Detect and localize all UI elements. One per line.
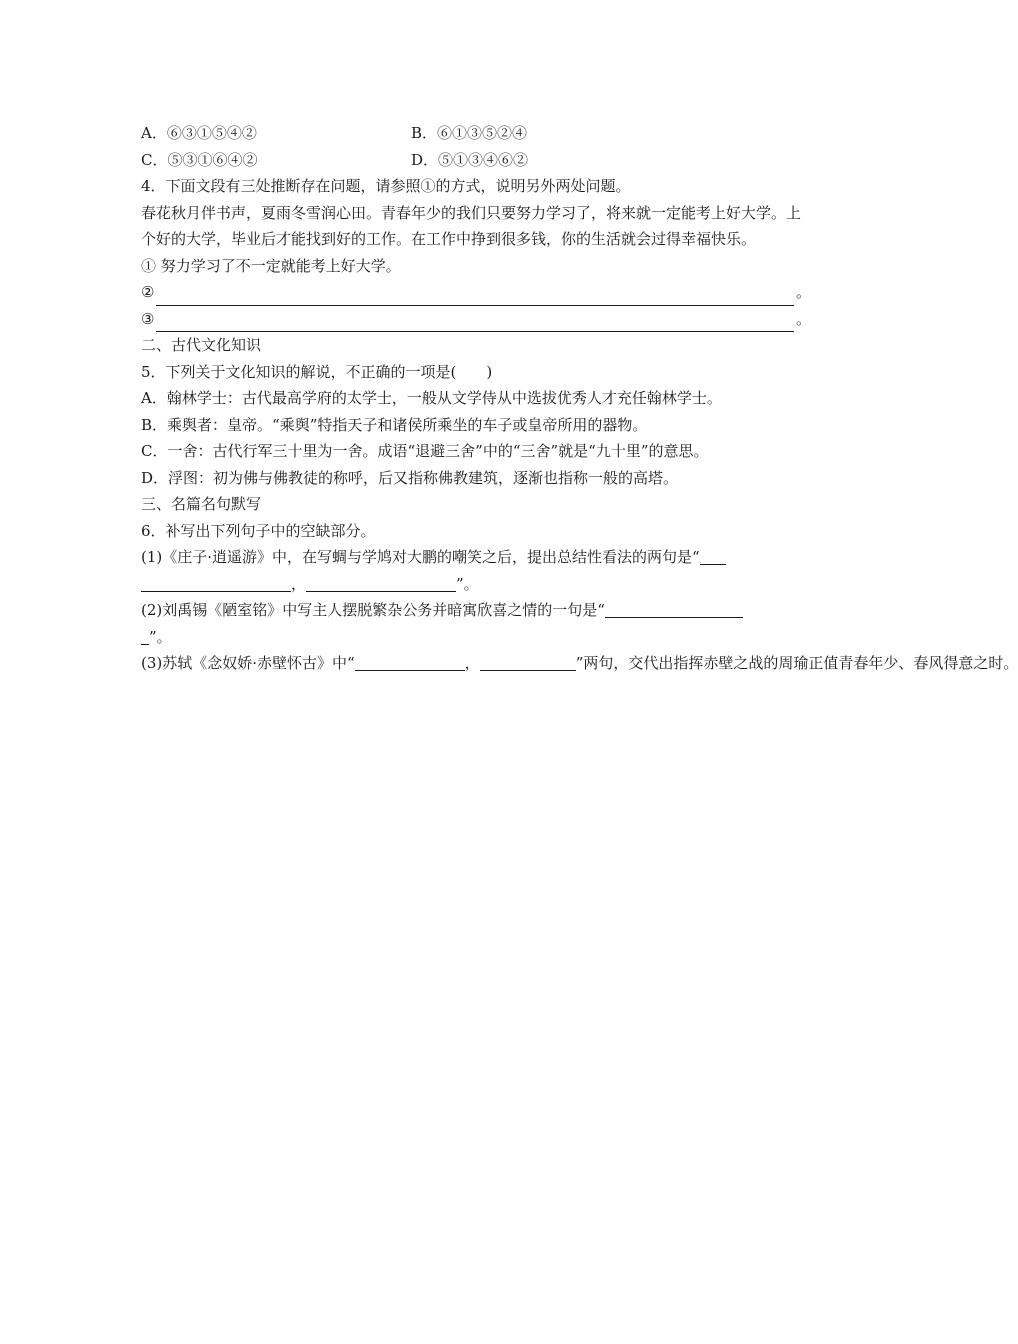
q4-answer-3-end: 。 [795,309,811,328]
q6-item-2-line-1 [141,597,811,624]
q6-item-3-separator: ， [464,654,480,672]
q3-option-a: A．⑥③①⑤④② [141,124,257,142]
q5-option-a: A．翰林学士：古代最高学府的太学士，一般从文学侍从中选拔优秀人才充任翰林学士。 [141,389,722,407]
q6-item-2-blank[interactable] [141,627,149,645]
q3-option-b: B．⑥①③⑤②④ [411,124,528,142]
q5-option-b: B．乘舆者：皇帝。“乘舆”特指天子和诸侯所乘坐的车子或皇帝所用的器物。 [141,415,648,434]
q4-answer-3 [141,306,811,333]
q6-item-1-line-2 [141,571,811,598]
q4-answer-3-blank[interactable] [156,314,794,332]
q5-option-c: C．一舍：古代行军三十里为一舍。成语“退避三舍”中的“三舍”就是“九十里”的意思。 [141,442,709,460]
q4-answer-2-blank[interactable] [156,288,794,306]
q4-example-answer: ① 努力学习了不一定就能考上好大学。 [141,256,401,275]
section-3-heading: 三、名篇名句默写 [141,495,262,513]
q6-item-2-blank-start[interactable] [605,600,743,618]
q6-item-3-line-1 [141,650,1018,677]
q6-item-1-blank-a-start[interactable] [700,547,726,565]
q4-passage: 春花秋月伴书声，夏雨冬雪润心田。青春年少的我们只要努力学习了，将来就一定能考上好大学。上个好的大学，毕业后才能找到好的工作。在工作中挣到很多钱，你的生活就会过得幸福快乐。 [141,203,802,248]
q4-answer-2 [141,279,811,306]
q6-item-3-prompt: (3)苏轼《念奴娇·赤壁怀古》中“ [141,654,355,672]
q4-stem: 4．下面文段有三处推断存在问题，请参照①的方式，说明另外两处问题。 [141,177,631,195]
q5-option-d: D．浮图：初为佛与佛教徒的称呼，后又指称佛教建筑，逐渐也指称一般的高塔。 [141,468,679,487]
q6-item-2-end: ”。 [149,627,172,646]
q6-item-1-separator: ， [291,574,307,593]
q6-item-2 [141,597,811,650]
q6-stem: 6．补写出下列句子中的空缺部分。 [141,521,376,540]
q4-answer-2-end: 。 [795,283,811,301]
page-content [141,120,1018,677]
q6-item-3 [141,650,1018,677]
q6-item-1-blank-a[interactable] [141,574,291,592]
q3-options-row-2 [141,147,811,174]
q4-mark-3: ③ [141,309,155,328]
q3-options-row-1 [141,120,811,147]
q6-item-1-line-1 [141,544,811,571]
q3-option-d: D．⑤①③④⑥② [411,150,529,169]
q6-item-2-line-2 [141,624,811,651]
q3-option-c: C．⑤③①⑥④② [141,150,258,169]
q6-item-2-prompt: (2)刘禹锡《陋室铭》中写主人摆脱繁杂公务并暗寓欣喜之情的一句是“ [141,601,605,619]
q4-mark-2: ② [141,283,155,301]
q6-item-1 [141,544,811,597]
q6-item-1-blank-b[interactable] [306,574,456,592]
q6-item-1-end: ”。 [456,574,479,593]
q5-stem: 5．下列关于文化知识的解说，不正确的一项是( ) [141,362,493,381]
q6-item-3-blank-a[interactable] [355,653,465,671]
q6-item-3-blank-b[interactable] [480,653,576,671]
section-2-heading: 二、古代文化知识 [141,336,262,354]
q6-item-1-prompt: (1)《庄子·逍遥游》中，在写蜩与学鸠对大鹏的嘲笑之后，提出总结性看法的两句是“ [141,548,700,566]
q6-item-3-end: ”两句，交代出指挥赤壁之战的周瑜正值青春年少、春风得意之时。 [575,654,1018,672]
